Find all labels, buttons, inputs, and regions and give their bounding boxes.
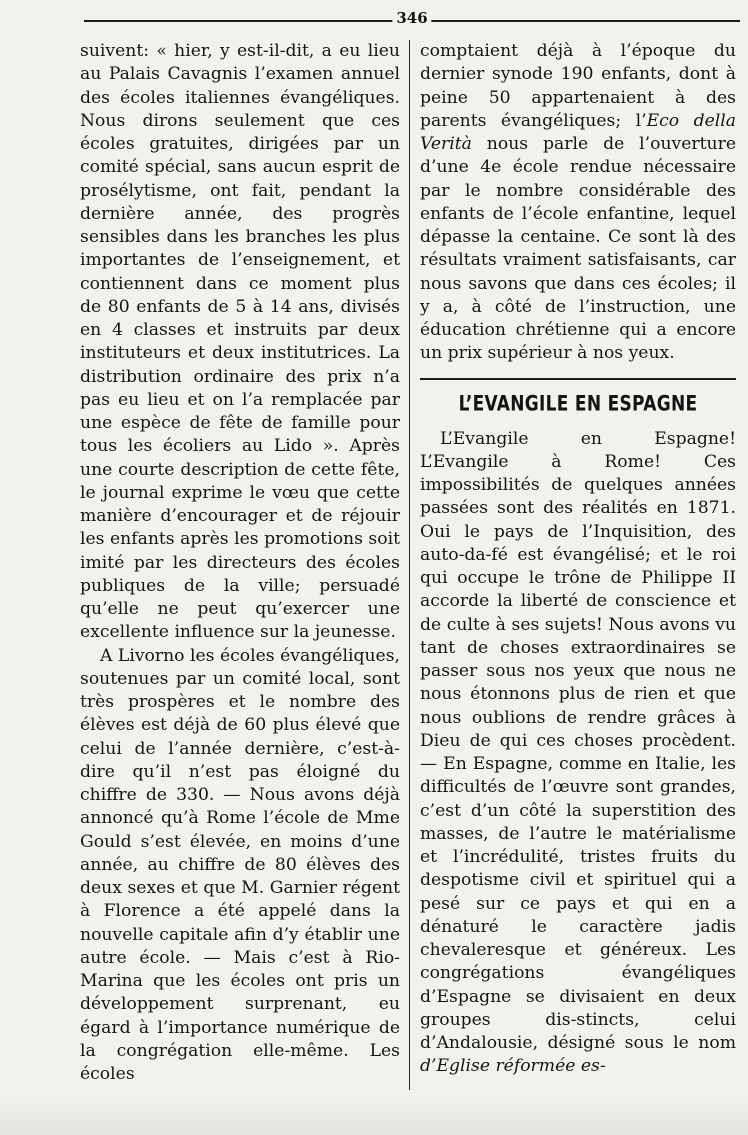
left-column <box>80 40 400 1086</box>
right-column <box>420 40 736 1079</box>
column-divider <box>409 40 410 1090</box>
left-paragraph-2: A Livorno les écoles évangéliques, soutenues par un comité local, sont très prospères et le nombre des élèves est déjà de 60 plus élevé que celui de l’année dernière, c’est-à-dire qu’il n’est pas éloigné du chiffre de 330. — Nous avons déjà annoncé qu’à Rome l’école de Mme Gould s’est élevée, en moins d’une année, au chiffre de 80 élèves des deux sexes et que M. Garnier régent à Florence a été appelé dans la nouvelle capitale afin d’y établir une autre école. — Mais c’est à Rio-Marina que les écoles ont pris un développement surprenant, eu égard à l’importance numérique de la congrégation elle-même. Les écoles <box>80 645 400 1084</box>
left-paragraph-1: suivent: « hier, y est-il-dit, a eu lieu au Palais Cavagnis l’examen annuel des écoles italiennes évangéliques. Nous dirons seulement que ces écoles gratuites, dirigées par un comité spécial, sans aucun esprit de prosélytisme, ont fait, pendant la dernière année, des progrès sensibles dans les branches les plus importantes de l’enseignement, et contiennent dans ce moment plus de 80 enfants de 5 à 14 ans, divisés en 4 classes et instruits par deux instituteurs et deux institutrices. La distribution ordinaire des prix n’a pas eu lieu et on l’a remplacée par une espèce de fête de famille pour tous les écoliers au Lido ». Après une courte description de cette fête, le journal exprime le vœu que cette manière d’encourager et de réjouir les enfants après les promotions soit imité par les directeurs des écoles publiques de la ville; persuadé qu’elle ne peut qu’exercer une excellente influence sur la jeunesse. <box>80 41 400 643</box>
church-name: d’Eglise réformée es- <box>420 1056 606 1077</box>
right-paragraph-1-text-a: comptaient déjà à l’époque du dernier synode 190 enfants, dont à peine 50 appartenaient à des parents évangéliques; l’ <box>420 41 736 131</box>
page-header <box>84 8 740 32</box>
section-rule <box>420 378 736 380</box>
right-paragraph-2 <box>420 428 736 1079</box>
right-paragraph-1-text-b: nous parle de l’ouverture d’une 4e école rendue nécessaire par le nombre considérable des enfants de l’école enfantine, lequel dépasse la centaine. Ce sont là des résultats vraiment satisfaisants, car nous savons que dans ces écoles; il y a, à côté de l’instruction, une éducation chrétienne qui a encore un prix supérieur à nos yeux. <box>420 134 736 364</box>
page-number: 346 <box>392 8 431 28</box>
page-bottom-shade <box>0 1095 748 1135</box>
journal-title: Eco della Verità <box>420 110 736 154</box>
section-title: L’EVANGILE EN ESPAGNE <box>458 391 698 416</box>
right-paragraph-2-text: L’Evangile en Espagne! L’Evangile à Rome! Ces impossibilités de quelques années passées sont des réalités en 1871. Oui le pays de l’Inquisition, des auto-da-fé est évangélisé; et le roi qui occupe le trône de Philippe II accorde la liberté de conscience et de culte à ses sujets! Nous avons vu tant de choses extraordinaires se passer sous nos yeux que nous ne nous étonnons plus de rien et que nous oublions de rendre grâces à Dieu de qui ces choses procèdent. — En Espagne, comme en Italie, les difficultés de l’œuvre sont grandes, c’est d’un côté la superstition des masses, de l’autre le matérialisme et l’incrédulité, tristes fruits du despotisme civil et spirituel qui a pesé sur ce pays et qui en a dénaturé le caractère jadis chevaleresque et généreux. Les congrégations évangéliques d’Espagne se divisaient en deux groupes dis-stincts, celui d’Andalousie, désigné sous le nom <box>420 428 736 1053</box>
right-paragraph-1 <box>420 40 736 366</box>
